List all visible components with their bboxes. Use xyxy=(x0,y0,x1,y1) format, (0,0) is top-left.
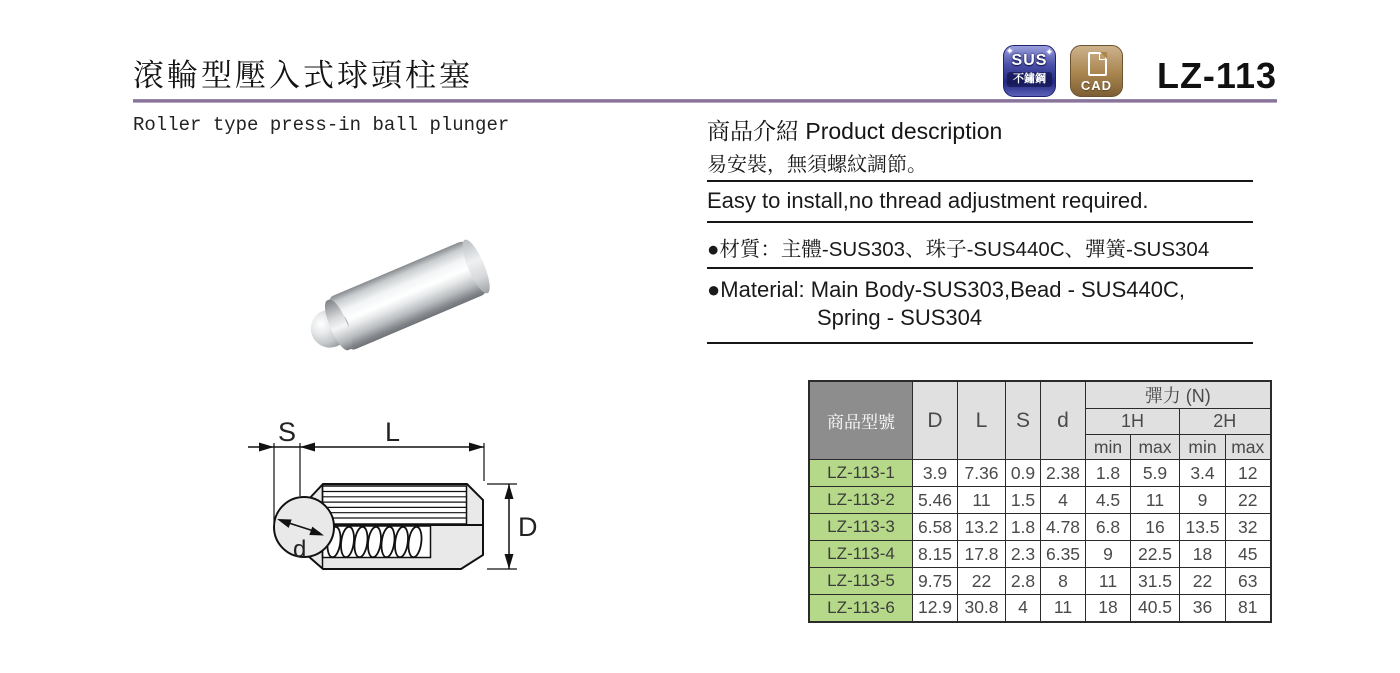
cell-2H-min: 22 xyxy=(1180,568,1226,595)
cell-d: 4.78 xyxy=(1041,514,1086,541)
cell-model: LZ-113-4 xyxy=(809,541,913,568)
cell-D: 5.46 xyxy=(913,487,958,514)
col-header-model: 商品型號 xyxy=(809,381,913,460)
cell-D: 12.9 xyxy=(913,595,958,622)
cell-2H-max: 81 xyxy=(1226,595,1271,622)
cell-L: 17.8 xyxy=(958,541,1006,568)
col-header-D: D xyxy=(913,381,958,460)
cell-D: 9.75 xyxy=(913,568,958,595)
cell-d: 2.38 xyxy=(1041,460,1086,487)
cell-1H-max: 40.5 xyxy=(1131,595,1180,622)
col-header-S: S xyxy=(1006,381,1041,460)
cell-d: 6.35 xyxy=(1041,541,1086,568)
cell-S: 2.8 xyxy=(1006,568,1041,595)
sus-badge-sublabel: 不鏽鋼 xyxy=(1007,72,1052,87)
col-header-1H-max: max xyxy=(1131,435,1180,460)
cell-S: 2.3 xyxy=(1006,541,1041,568)
cell-2H-min: 9 xyxy=(1180,487,1226,514)
cell-model: LZ-113-1 xyxy=(809,460,913,487)
col-header-2H-min: min xyxy=(1180,435,1226,460)
cell-1H-max: 31.5 xyxy=(1131,568,1180,595)
col-header-2H-max: max xyxy=(1226,435,1271,460)
plunger-ball-image xyxy=(305,304,355,354)
spec-table xyxy=(808,380,1272,623)
table-row xyxy=(809,514,1271,541)
cell-2H-min: 3.4 xyxy=(1180,460,1226,487)
cell-D: 3.9 xyxy=(913,460,958,487)
col-header-1H: 1H xyxy=(1086,409,1180,435)
material-en-line1: ●Material: Main Body-SUS303,Bead - SUS440C, xyxy=(707,277,1185,302)
material-en-line2: Spring - SUS304 xyxy=(817,305,983,330)
table-row xyxy=(809,460,1271,487)
cell-S: 1.5 xyxy=(1006,487,1041,514)
page-subtitle-en: Roller type press-in ball plunger xyxy=(133,114,510,136)
cell-model: LZ-113-5 xyxy=(809,568,913,595)
plunger-body-image xyxy=(328,239,491,352)
description-en: Easy to install,no thread adjustment required. xyxy=(707,188,1253,223)
dim-label-d: d xyxy=(293,536,307,563)
cell-L: 7.36 xyxy=(958,460,1006,487)
cell-2H-max: 63 xyxy=(1226,568,1271,595)
title-divider xyxy=(133,99,1277,103)
dim-label-L: L xyxy=(385,417,401,447)
table-row xyxy=(809,595,1271,622)
cell-L: 22 xyxy=(958,568,1006,595)
product-photo xyxy=(297,236,497,356)
cell-1H-min: 11 xyxy=(1086,568,1131,595)
sus-badge-label: SUS xyxy=(1011,52,1048,69)
cell-d: 11 xyxy=(1041,595,1086,622)
technical-drawing xyxy=(240,408,550,613)
cell-D: 8.15 xyxy=(913,541,958,568)
cell-L: 11 xyxy=(958,487,1006,514)
col-header-force: 彈力 (N) xyxy=(1086,381,1271,409)
cell-model: LZ-113-3 xyxy=(809,514,913,541)
cell-model: LZ-113-6 xyxy=(809,595,913,622)
cell-d: 4 xyxy=(1041,487,1086,514)
cell-2H-min: 18 xyxy=(1180,541,1226,568)
cell-1H-min: 1.8 xyxy=(1086,460,1131,487)
cell-1H-min: 4.5 xyxy=(1086,487,1131,514)
cell-L: 13.2 xyxy=(958,514,1006,541)
cell-D: 6.58 xyxy=(913,514,958,541)
cell-2H-min: 13.5 xyxy=(1180,514,1226,541)
cell-1H-max: 22.5 xyxy=(1131,541,1180,568)
sparkle-icon: ✦ xyxy=(1045,47,1053,57)
dim-label-D: D xyxy=(518,512,538,542)
product-description-heading: 商品介紹 Product description xyxy=(707,118,1003,144)
cell-2H-min: 36 xyxy=(1180,595,1226,622)
material-zh: ●材質：主體-SUS303、珠子-SUS440C、彈簧-SUS304 xyxy=(707,232,1253,269)
cell-L: 30.8 xyxy=(958,595,1006,622)
cell-S: 1.8 xyxy=(1006,514,1041,541)
cell-1H-min: 6.8 xyxy=(1086,514,1131,541)
description-zh: 易安裝，無須螺紋調節。 xyxy=(707,148,1253,182)
cell-2H-max: 32 xyxy=(1226,514,1271,541)
part-number: LZ-113 xyxy=(1156,55,1277,96)
cell-d: 8 xyxy=(1041,568,1086,595)
sparkle-icon: ✦ xyxy=(1006,46,1014,56)
cell-2H-max: 45 xyxy=(1226,541,1271,568)
cell-S: 0.9 xyxy=(1006,460,1041,487)
cell-1H-min: 18 xyxy=(1086,595,1131,622)
cell-2H-max: 12 xyxy=(1226,460,1271,487)
table-row xyxy=(809,541,1271,568)
col-header-1H-min: min xyxy=(1086,435,1131,460)
dim-label-S: S xyxy=(278,417,297,447)
table-row xyxy=(809,487,1271,514)
cell-1H-max: 5.9 xyxy=(1131,460,1180,487)
col-header-L: L xyxy=(958,381,1006,460)
cell-1H-min: 9 xyxy=(1086,541,1131,568)
page-title: 滾輪型壓入式球頭柱塞 xyxy=(133,58,473,93)
table-row xyxy=(809,568,1271,595)
material-en xyxy=(707,276,1253,344)
cell-S: 4 xyxy=(1006,595,1041,622)
cell-model: LZ-113-2 xyxy=(809,487,913,514)
col-header-d: d xyxy=(1041,381,1086,460)
cell-1H-max: 16 xyxy=(1131,514,1180,541)
cad-badge-label: CAD xyxy=(1080,78,1113,93)
cell-1H-max: 11 xyxy=(1131,487,1180,514)
cell-2H-max: 22 xyxy=(1226,487,1271,514)
sus-stainless-badge xyxy=(1003,45,1056,97)
col-header-2H: 2H xyxy=(1180,409,1271,435)
